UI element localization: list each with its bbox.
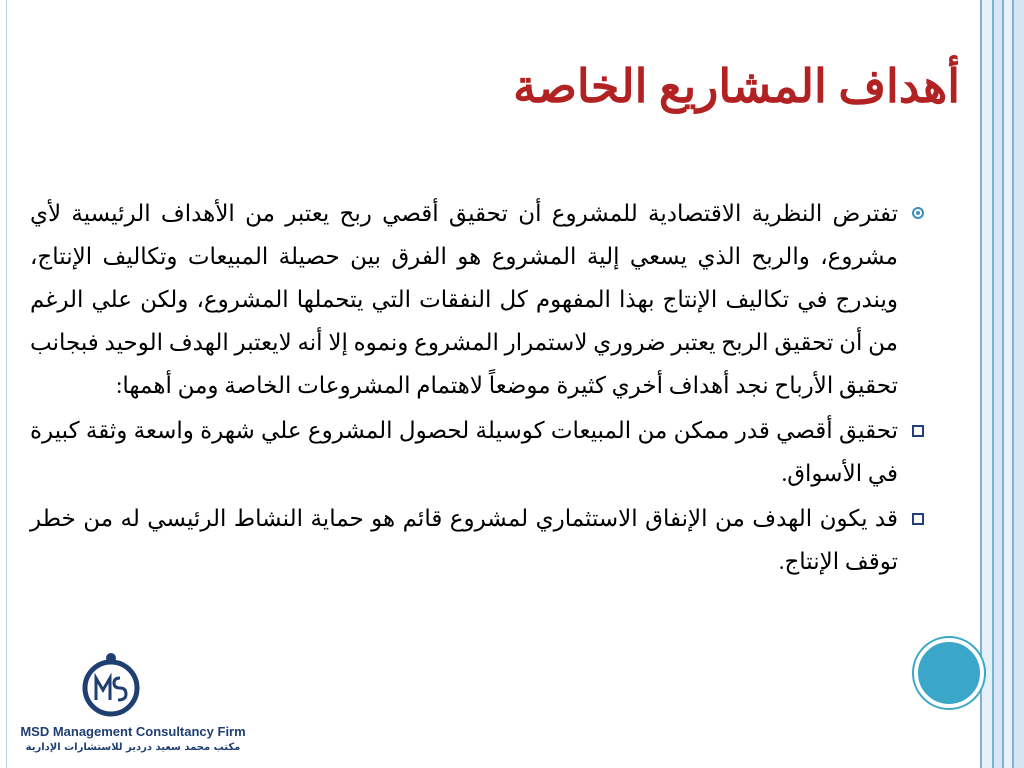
paragraph-text: قد يكون الهدف من الإنفاق الاستثماري لمشروع قائم هو حماية النشاط الرئيسي له من خطر توقف الإنتاج. <box>30 506 899 574</box>
paragraph-text: تفترض النظرية الاقتصادية للمشروع أن تحقيق أقصي ربح يعتبر من الأهداف الرئيسية لأي مشروع، والربح الذي يسعي إلية المشروع هو الفرق بين حصيلة المبيعات وتكاليف الإنتاج، ويندرج في تكاليف الإنتاج بهذا المفهوم كل النفقات التي يتحملها المشروع، ولكن علي الرغم من أن تحقيق الربح يعتبر ضروري لاستمرار المشروع ونموه إلا أنه لايعتبر الهدف الوحيد فبجانب تحقيق الأرباح نجد أهداف أخري كثيرة موضعاً لاهتمام المشروعات الخاصة ومن أهمها: <box>30 201 898 398</box>
paragraph-investment-goal <box>30 497 928 583</box>
paragraph-text: تحقيق أقصي قدر ممكن من المبيعات كوسيلة لحصول المشروع علي شهرة واسعة وثقة كبيرة في الأسواق. <box>30 418 898 486</box>
msd-logo-icon <box>76 650 146 724</box>
decorative-circle <box>914 638 984 708</box>
slide-title: أهداف المشاريع الخاصة <box>513 61 960 112</box>
left-border-line <box>6 0 7 768</box>
circle-bullet-icon <box>912 207 924 219</box>
right-decorative-stripes <box>980 0 1024 768</box>
firm-name-en: MSD Management Consultancy Firm <box>20 724 246 739</box>
firm-logo <box>8 650 258 760</box>
paragraph-intro <box>30 192 928 407</box>
square-bullet-icon <box>912 513 924 525</box>
slide-body <box>30 192 928 585</box>
firm-name-ar: مكتب محمد سعيد دردير للاستشارات الإدارية <box>25 742 241 753</box>
square-bullet-icon <box>912 425 924 437</box>
paragraph-sales-goal <box>30 409 928 495</box>
